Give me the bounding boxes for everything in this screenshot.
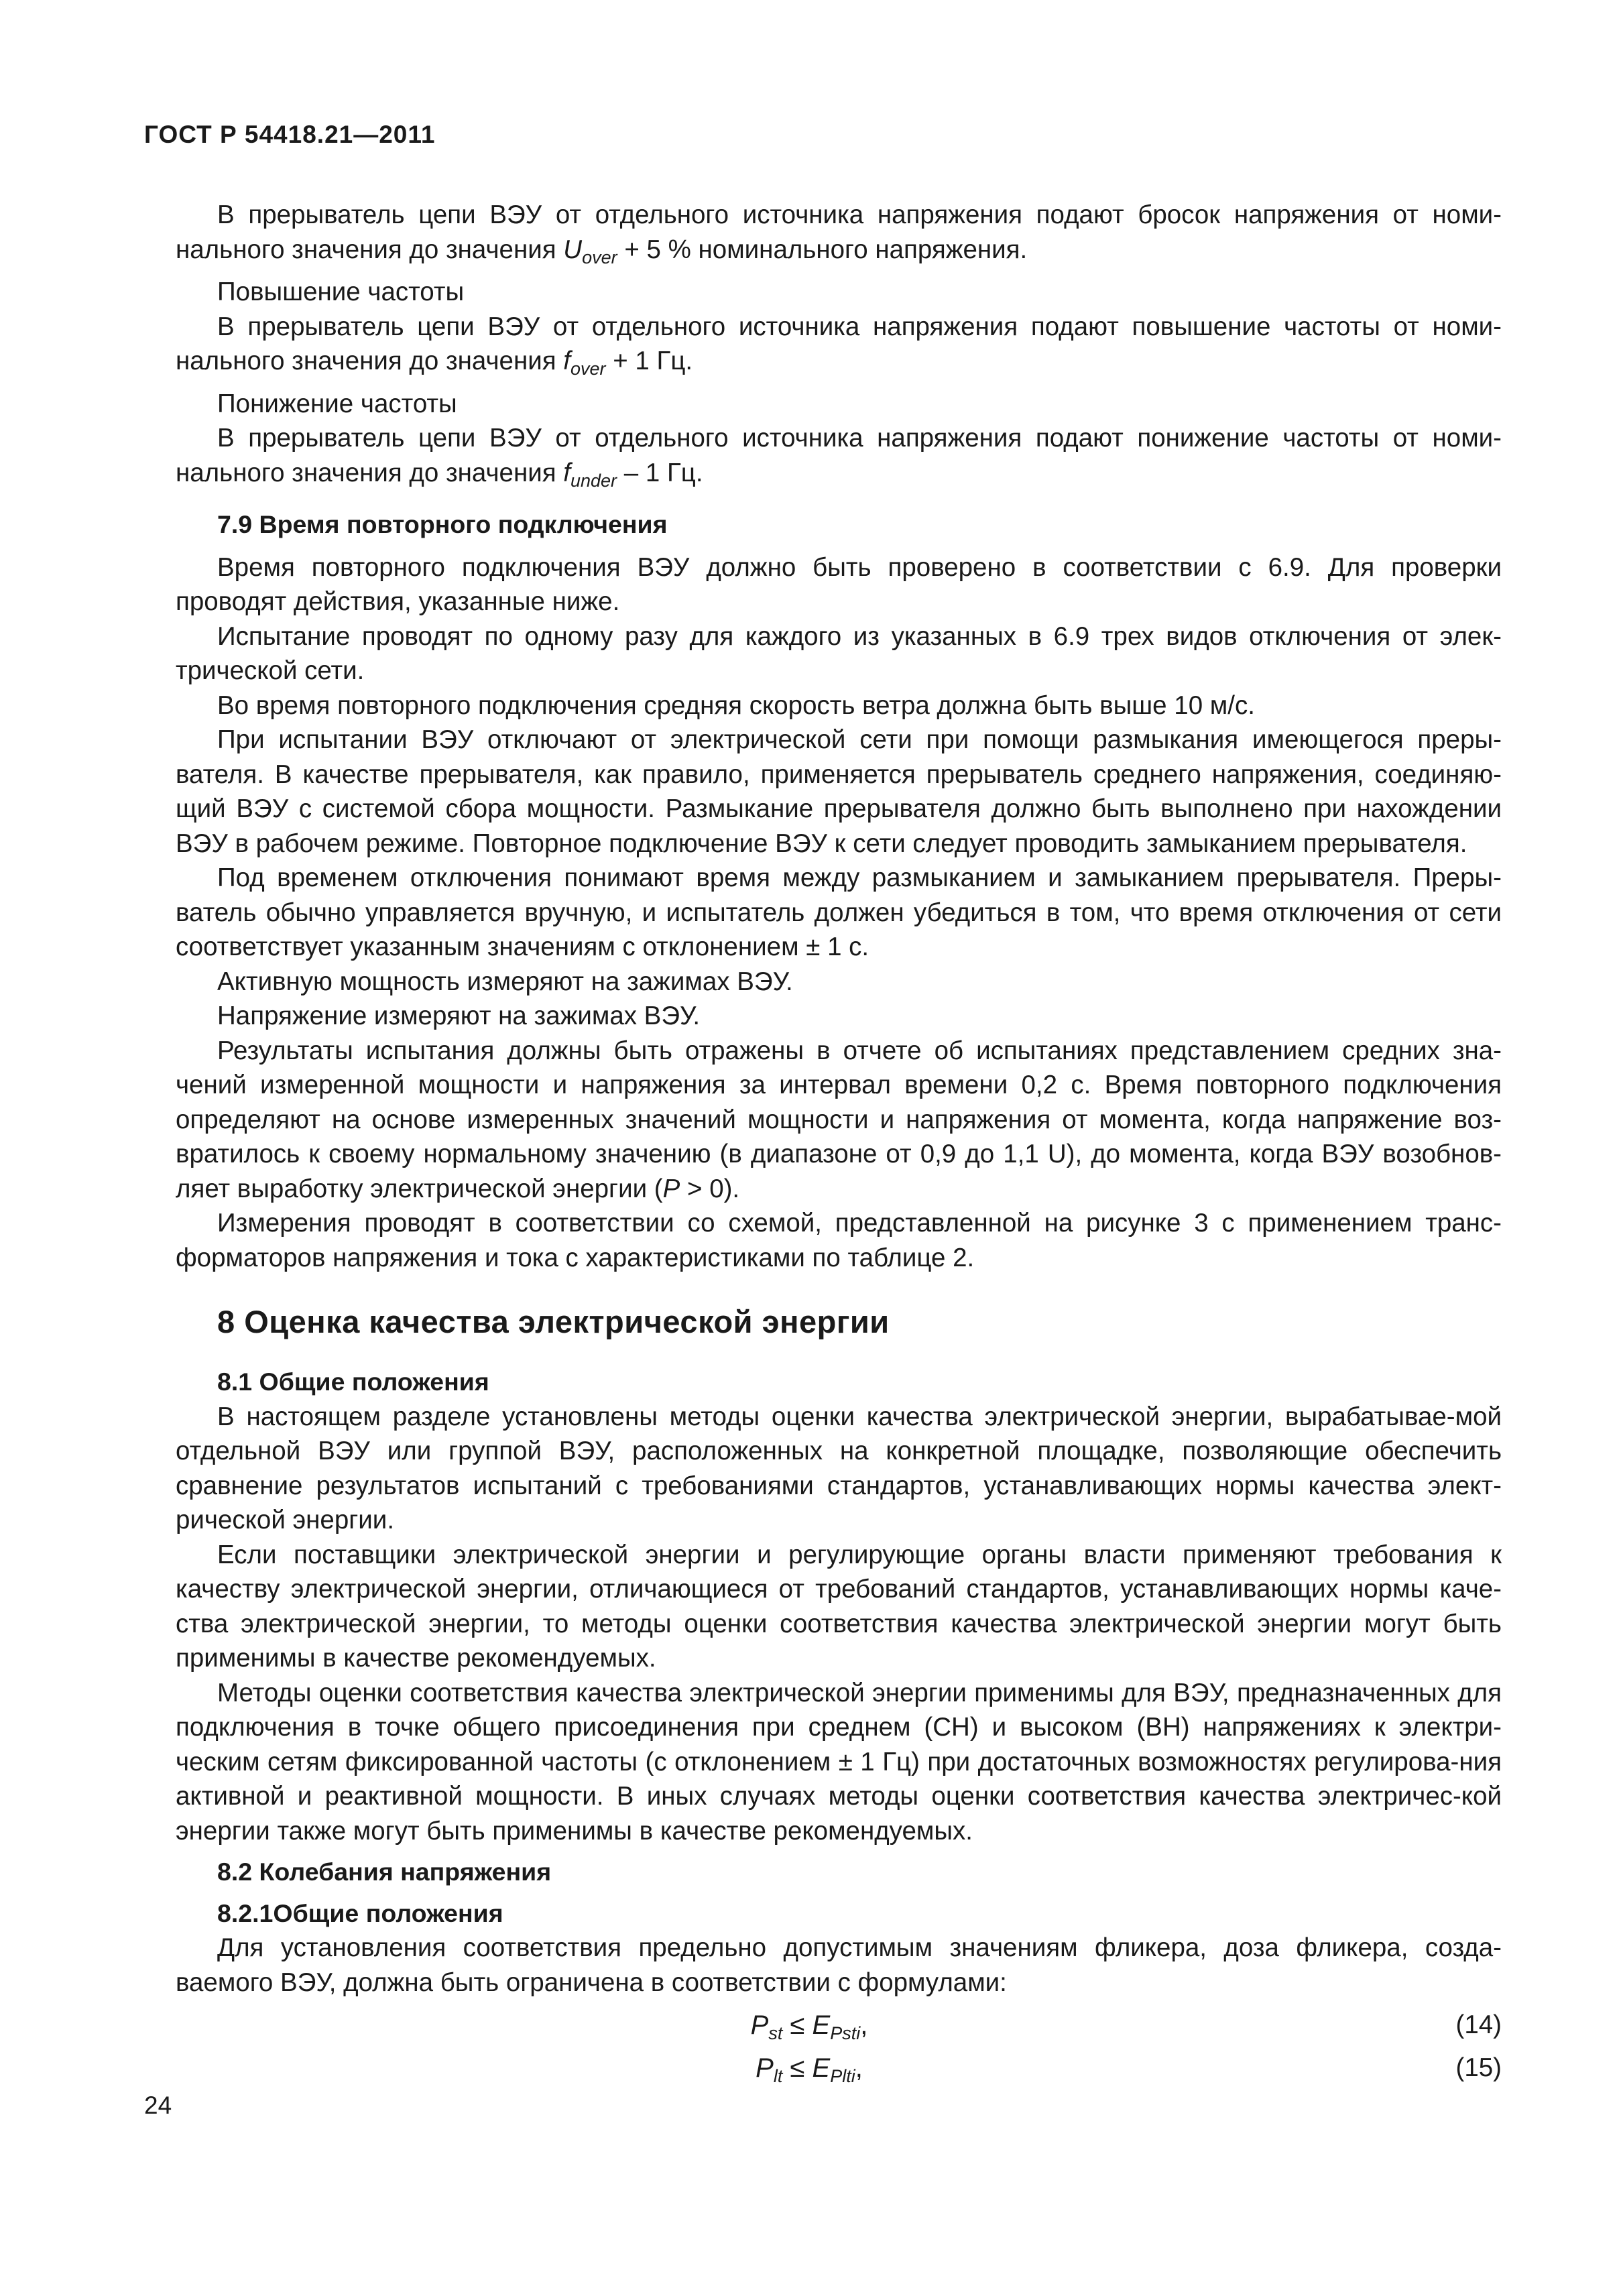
paragraph: В прерыватель цепи ВЭУ от отдельного источника напряжения подают повышение частоты от номи-нального значения до значения $f_{over} + 1$ Гц. <box>176 312 1502 379</box>
section-heading-7-9: 7.9 Время повторного подключения <box>217 510 668 538</box>
formula-14 <box>176 2004 1502 2047</box>
paragraph: Результаты испытания должны быть отражены в отчете об испытаниях представлением средних зна-чений измеренной мощности и напряжения за интервал времени 0,2 с. Время повторного подключения определяют на основе измеренных значений мощности и напряжения от момента, когда напряжение воз-вратилось к своему нормальному значению (в диапазоне от 0,9 до 1,1 U), до момента, когда ВЭУ возобнов-ляет выработку электрической энергии (P > 0). <box>176 1036 1502 1203</box>
paragraph: Испытание проводят по одному разу для каждого из указанных в 6.9 трех видов отключения от элек-трической сети. <box>176 621 1502 685</box>
paragraph: Активную мощность измеряют на зажимах ВЭУ. <box>217 967 793 996</box>
section-heading-8-1: 8.1 Общие положения <box>217 1368 489 1396</box>
formula-number: (15) <box>1455 2053 1502 2082</box>
formula-expression: $P_{st} \le E_{Psti}$, <box>750 2010 868 2043</box>
formula-number: (14) <box>1455 2010 1502 2039</box>
paragraph: Время повторного подключения ВЭУ должно быть проверено в соответствии с 6.9. Для проверки проводят действия, указанные ниже. <box>176 552 1502 616</box>
formula-15 <box>176 2047 1502 2090</box>
paragraph: Если поставщики электрической энергии и регулирующие органы власти применяют требования к качеству электрической энергии, отличающиеся от требований стандартов, устанавливающих нормы каче-ства электрической энергии, то методы оценки соответствия качества электрической энергии могут быть применимы в качестве рекомендуемых. <box>176 1540 1502 1673</box>
paragraph: Во время повторного подключения средняя скорость ветра должна быть выше 10 м/с. <box>217 690 1255 720</box>
document-header: ГОСТ Р 54418.21—2011 <box>144 121 436 148</box>
section-heading-8: 8 Оценка качества электрической энергии <box>217 1304 890 1339</box>
paragraph: Методы оценки соответствия качества электрической энергии применимы для ВЭУ, предназначенных для подключения в точке общего присоединения при среднем (СН) и высоком (ВН) напряжениях к электри-ческим сетям фиксированной частоты (с отклонением ± 1 Гц) при достаточных возможностях регулирова-ния активной и реактивной мощности. В иных случаях методы оценки соответствия качества электричес-кой энергии также могут быть применимы в качестве рекомендуемых. <box>176 1678 1502 1846</box>
paragraph: В прерыватель цепи ВЭУ от отдельного источника напряжения подают понижение частоты от номи-нального значения до значения $f_{under} - 1$ Гц. <box>176 424 1502 491</box>
page-number: 24 <box>144 2092 172 2119</box>
paragraph: В настоящем разделе установлены методы оценки качества электрической энергии, вырабатывае-мой отдельной ВЭУ или группой ВЭУ, расположенных на конкретной площадке, позволяющие обеспечить сравнение результатов испытаний с требованиями стандартов, устанавливающих нормы качества элект-рической энергии. <box>176 1402 1502 1534</box>
paragraph: В прерыватель цепи ВЭУ от отдельного источника напряжения подают бросок напряжения от номи-нального значения до значения $U_{over} + 5$ % номинального напряжения. <box>176 200 1502 267</box>
formula-expression: $P_{lt} \le E_{Plti}$, <box>756 2053 863 2086</box>
paragraph: Под временем отключения понимают время между размыканием и замыканием прерывателя. Преры-ватель обычно управляется вручную, и испытатель должен убедиться в том, что время отключения от сети соответствует указанным значениям с отклонением ± 1 с. <box>176 863 1502 961</box>
subheading-frequency-decrease: Понижение частоты <box>217 389 457 418</box>
section-heading-8-2-1: 8.2.1Общие положения <box>217 1898 503 1927</box>
section-heading-8-2: 8.2 Колебания напряжения <box>217 1858 552 1886</box>
page-body <box>176 198 1502 2090</box>
paragraph: При испытании ВЭУ отключают от электрической сети при помощи размыкания имеющегося преры-вателя. В качестве прерывателя, как правило, применяется прерыватель среднего напряжения, соединяю-щий ВЭУ с системой сбора мощности. Размыкание прерывателя должно быть выполнено при нахождении ВЭУ в рабочем режиме. Повторное подключение ВЭУ к сети следует проводить замыканием прерывателя. <box>176 725 1502 858</box>
paragraph: Для установления соответствия предельно допустимым значениям фликера, доза фликера, созда-ваемого ВЭУ, должна быть ограничена в соответствии с формулами: <box>176 1933 1502 1997</box>
paragraph: Напряжение измеряют на зажимах ВЭУ. <box>217 1002 701 1030</box>
paragraph: Измерения проводят в соответствии со схемой, представленной на рисунке 3 с применением транс-форматоров напряжения и тока с характеристиками по таблице 2. <box>176 1209 1502 1272</box>
subheading-frequency-increase: Повышение частоты <box>217 278 465 306</box>
